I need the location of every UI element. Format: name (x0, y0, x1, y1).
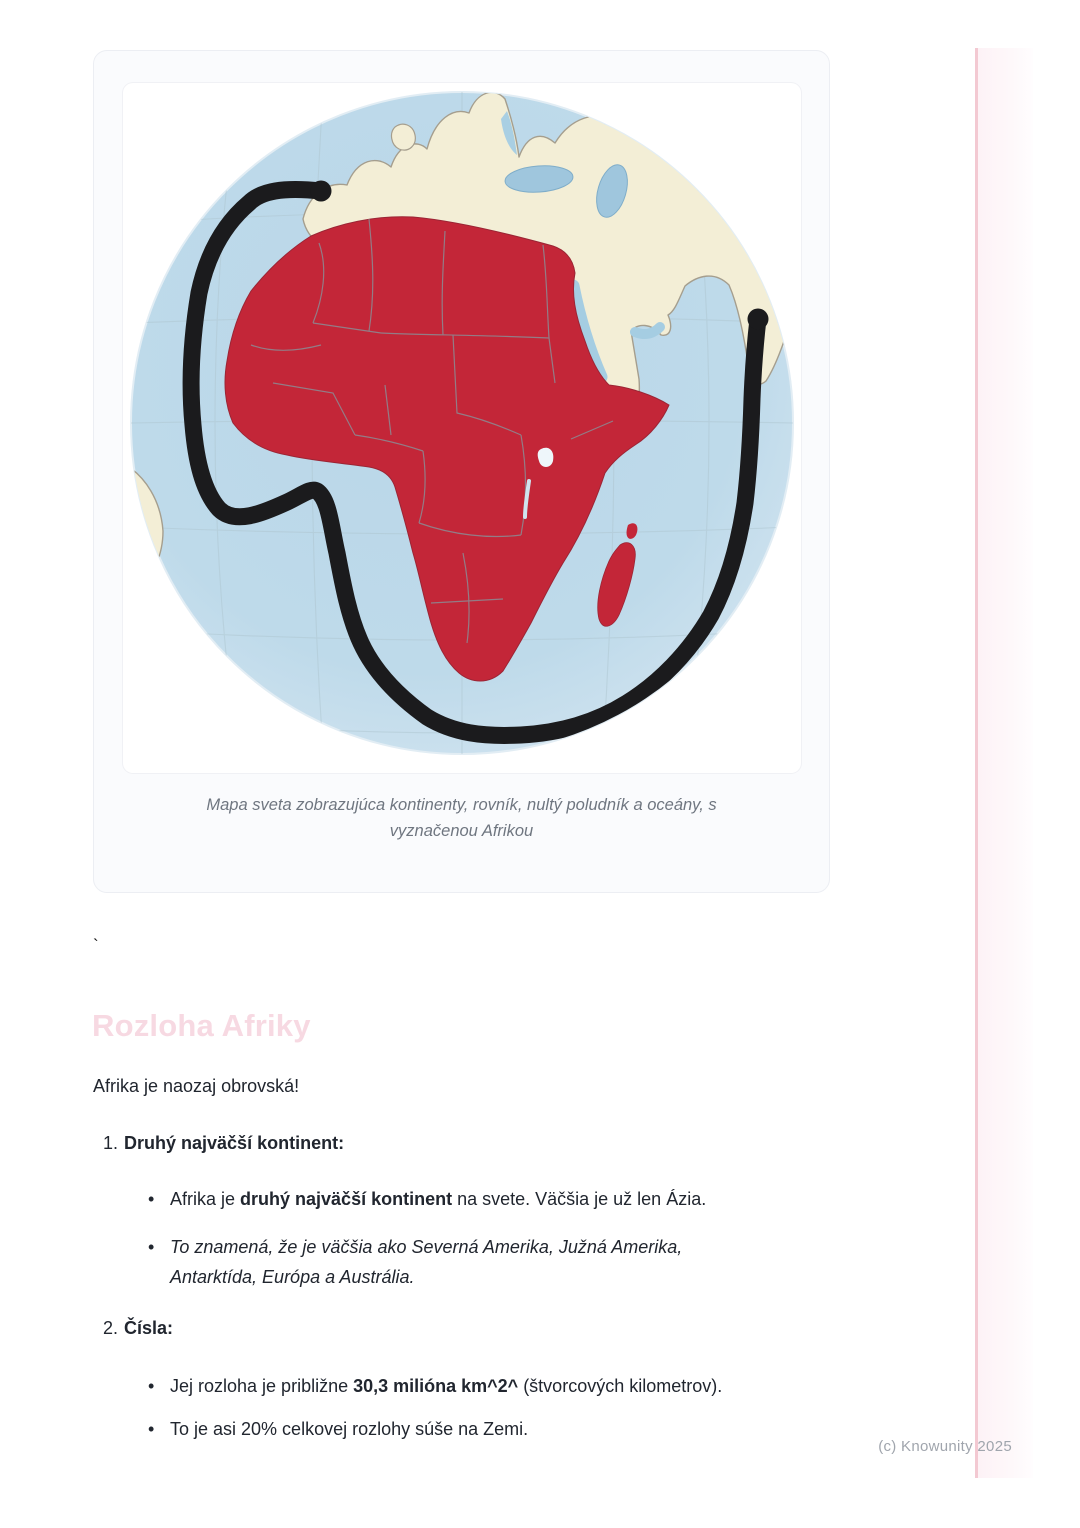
bullet-icon: • (148, 1419, 155, 1439)
world-map-globe-svg (123, 83, 801, 773)
list-item-text: Jej rozloha je približne 30,3 milióna km^2^ (štvorcových kilometrov). (170, 1376, 723, 1396)
britain-island (392, 124, 416, 150)
bullet-icon: • (148, 1376, 155, 1396)
figure-card (93, 50, 830, 893)
bullet-icon: • (148, 1189, 155, 1209)
list-number: 1. (103, 1133, 119, 1153)
list-item (148, 1372, 828, 1402)
list-item (148, 1233, 708, 1292)
list-title: Čísla: (124, 1318, 174, 1338)
world-map-image (123, 83, 801, 773)
section-heading: Rozloha Afriky (92, 1008, 311, 1043)
list-item (148, 1185, 828, 1215)
list-item-text: Afrika je druhý najväčší kontinent na svete. Väčšia je už len Ázia. (170, 1189, 707, 1209)
copyright-text: (c) Knowunity 2025 (878, 1438, 1012, 1455)
figure-caption: Mapa sveta zobrazujúca kontinenty, rovník, nultý poludník a oceány, s vyznačenou Afrikou (206, 796, 717, 840)
list-item-text: To znamená, že je väčšia ako Severná Amerika, Južná Amerika, Antarktída, Európa a Austrália. (170, 1237, 683, 1287)
list-item-2-title (103, 1318, 173, 1339)
list-item-text: To je asi 20% celkovej rozlohy súše na Zemi. (170, 1419, 529, 1439)
bullet-icon: • (148, 1237, 155, 1257)
list-item (148, 1415, 828, 1445)
list-title: Druhý najväčší kontinent: (124, 1133, 345, 1153)
list-number: 2. (103, 1318, 119, 1338)
list-item-1-title (103, 1133, 344, 1154)
page-accent-band (975, 48, 1033, 1478)
stray-backtick-text: ` (93, 936, 99, 955)
intro-paragraph: Afrika je naozaj obrovská! (93, 1076, 300, 1096)
